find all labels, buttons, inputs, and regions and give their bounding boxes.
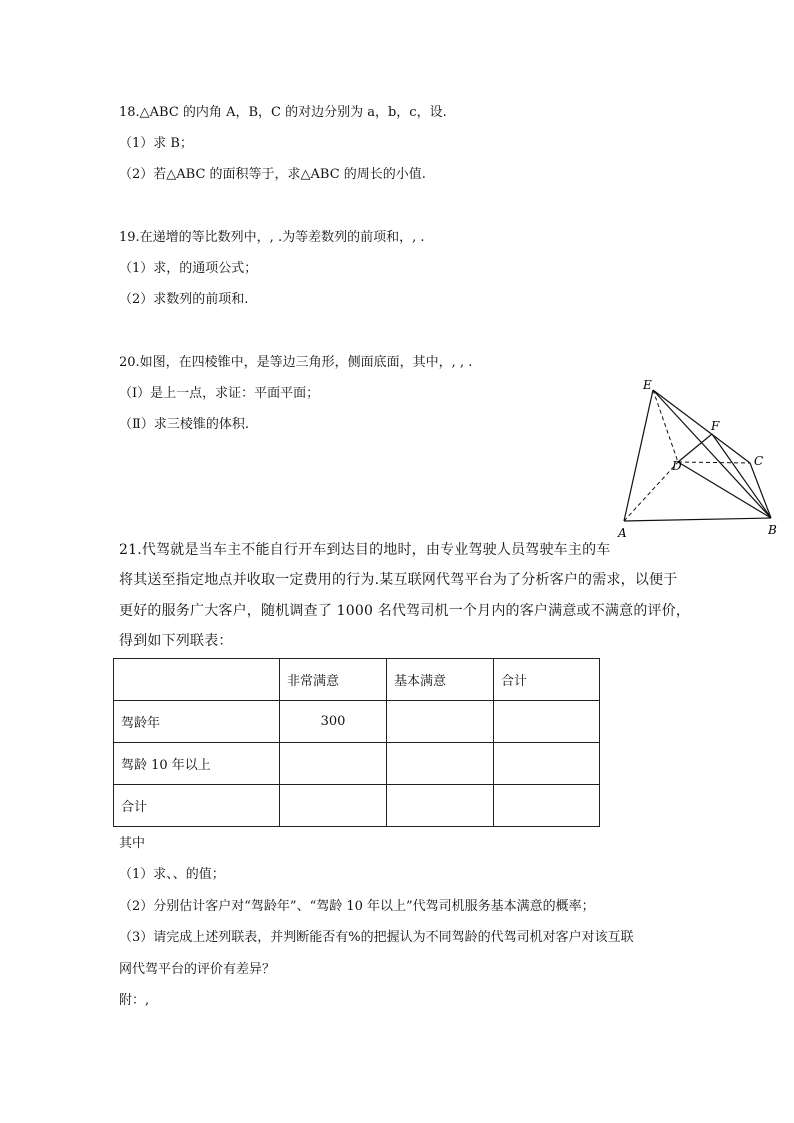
q19-stem: 19.在递增的等比数列中，, .为等差数列的前项和，, . (119, 230, 425, 245)
edge-fb (712, 434, 771, 518)
label-b: B (768, 523, 777, 537)
edge-ad-hidden (624, 462, 678, 521)
label-f: F (711, 419, 720, 433)
table-header-cell: 合计 (494, 659, 600, 701)
edge-ea (624, 390, 653, 521)
table-cell (114, 659, 280, 701)
table-header-cell: 非常满意 (280, 659, 387, 701)
q21-part2: （2）分别估计客户对“驾龄年”、“驾龄 10 年以上”代驾司机服务基本满意的概率； (119, 899, 595, 914)
table-header-row (114, 659, 600, 701)
table-row (114, 701, 600, 743)
edge-ec (653, 390, 750, 463)
table-cell (494, 701, 600, 743)
q20-part2: （Ⅱ）求三棱锥的体积. (119, 417, 249, 432)
table-row-label: 驾龄 10 年以上 (114, 743, 280, 785)
q18-stem: 18.△ABC 的内角 A，B，C 的对边分别为 a，b，c，设. (119, 105, 447, 120)
table-cell (387, 743, 494, 785)
table-row-label: 驾龄年 (114, 701, 280, 743)
table-row (114, 785, 600, 827)
pyramid-figure (610, 372, 785, 542)
table-cell: 300 (280, 701, 387, 743)
edge-dc-hidden (678, 462, 750, 463)
q21-part3b: 网代驾平台的评价有差异？ (119, 962, 276, 977)
q20-part1: （Ⅰ）是上一点，求证：平面平面； (119, 386, 320, 401)
q21-line1: 21.代驾就是当车主不能自行开车到达目的地时，由专业驾驶人员驾驶车主的车 (119, 542, 611, 558)
q21-note: 其中 (119, 836, 146, 851)
table-cell (280, 785, 387, 827)
q21-line2: 将其送至指定地点并收取一定费用的行为.某互联网代驾平台为了分析客户的需求，以便于 (119, 572, 678, 588)
label-c: C (754, 454, 764, 468)
q20-stem: 20.如图，在四棱锥中，是等边三角形，侧面底面，其中，, , . (119, 355, 473, 370)
q19-part2: （2）求数列的前项和. (119, 292, 249, 307)
table-cell (494, 743, 600, 785)
q21-appendix: 附：, (119, 993, 150, 1008)
table-row (114, 743, 600, 785)
table-header-cell: 基本满意 (387, 659, 494, 701)
q21-part3a: （3）请完成上述列联表，并判断能否有%的把握认为不同驾龄的代驾司机对客户对该互联 (119, 930, 634, 945)
q21-part1: （1）求、、的值； (119, 867, 225, 882)
label-d: D (672, 459, 682, 473)
q21-line3: 更好的服务广大客户，随机调查了 1000 名代驾司机一个月内的客户满意或不满意的评价， (119, 603, 691, 619)
edge-db (678, 462, 771, 518)
q18-part1: （1）求 B； (119, 136, 193, 151)
table-cell (280, 743, 387, 785)
label-e: E (643, 378, 652, 392)
edge-bc (750, 463, 771, 518)
edge-ab (624, 518, 771, 521)
contingency-table (113, 658, 600, 827)
q21-line4: 得到如下列联表： (119, 633, 233, 649)
table-cell (494, 785, 600, 827)
table-row-label: 合计 (114, 785, 280, 827)
edge-ed-hidden (653, 390, 678, 462)
table-cell (387, 785, 494, 827)
q18-part2: （2）若△ABC 的面积等于，求△ABC 的周长的小值. (119, 167, 426, 182)
label-a: A (618, 526, 627, 540)
table-cell (387, 701, 494, 743)
q19-part1: （1）求，的通项公式； (119, 261, 258, 276)
